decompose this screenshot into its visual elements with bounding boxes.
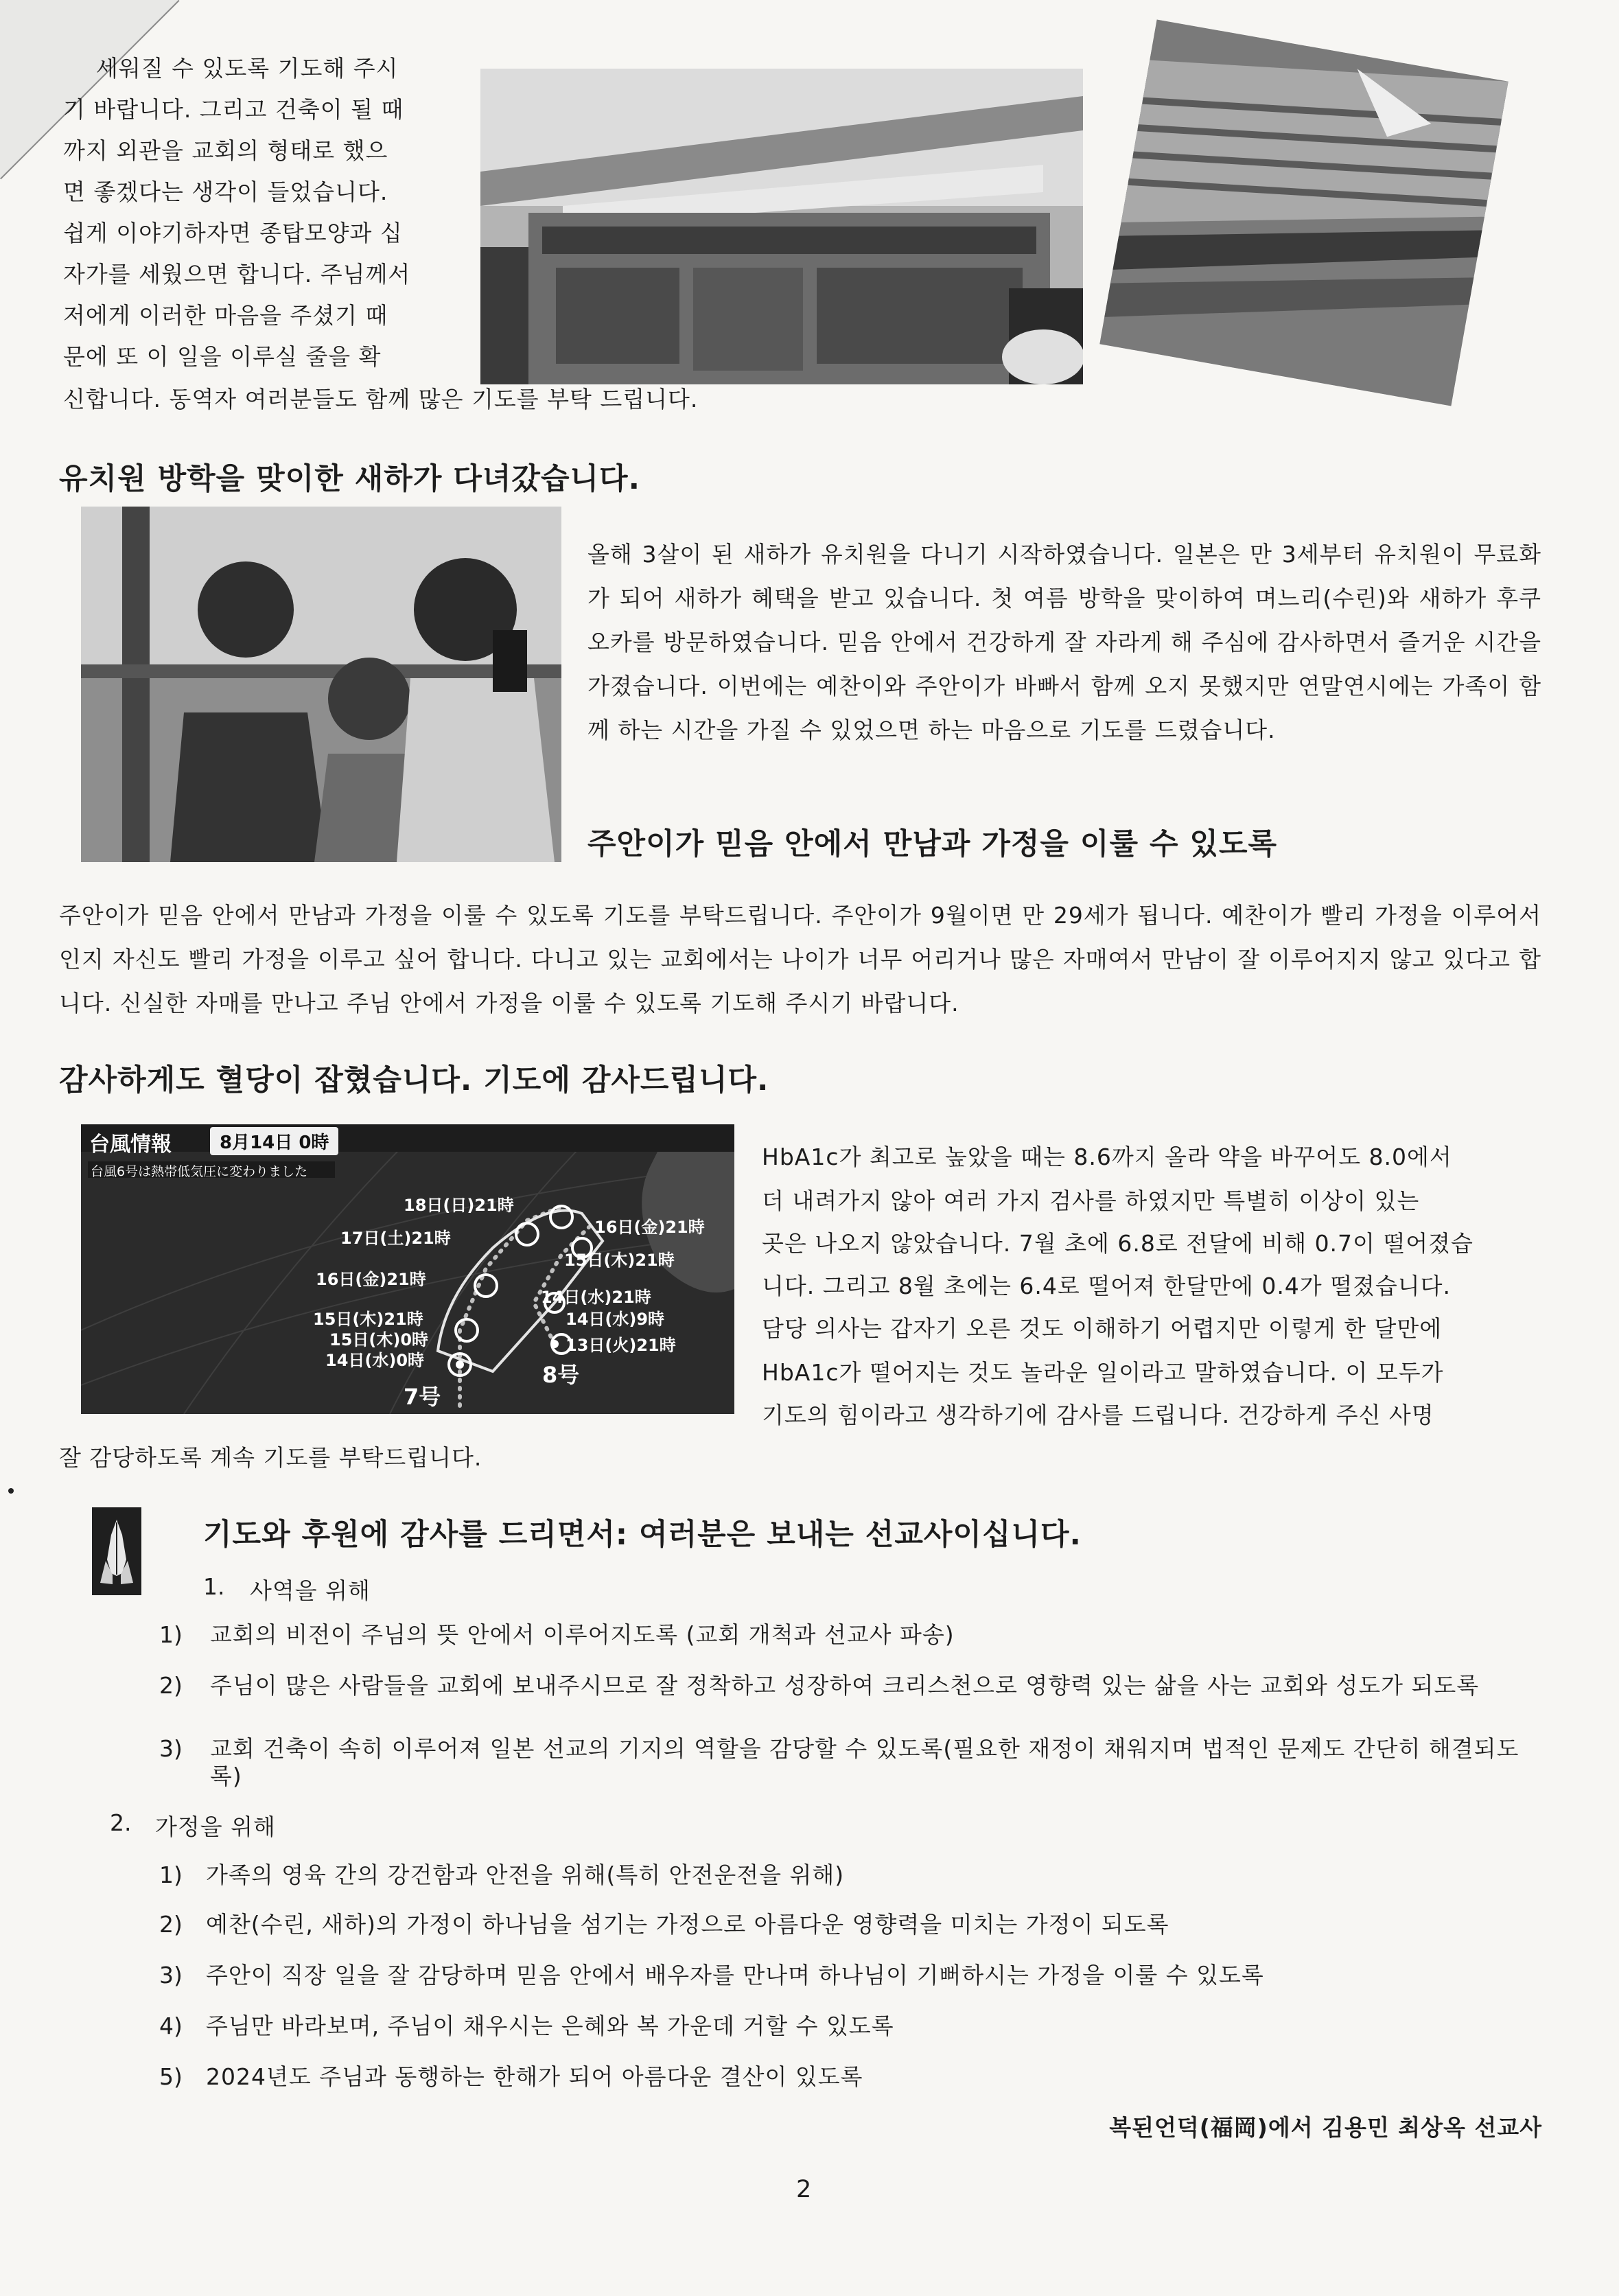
signature: 복된언덕(福岡)에서 김용민 최상옥 선교사 (1109, 2114, 1542, 2141)
roof-photo (1099, 19, 1508, 406)
item-number: 4) (159, 2013, 183, 2039)
typhoon8-label: 16日(金)21時 (594, 1218, 705, 1237)
typhoon8-label: 13日(火)21時 (566, 1336, 676, 1355)
typhoon-notice: 台風6号は熱帯低気圧に変わりました (91, 1164, 308, 1179)
typhoon7-label: 16日(金)21時 (316, 1270, 426, 1289)
bloodsugar-line: 담당 의사는 갑자기 오른 것도 이해하기 어렵지만 이렇게 한 달만에 (762, 1315, 1443, 1342)
typhoon8-label: 14日(水)21時 (541, 1288, 651, 1307)
bloodsugar-line: HbA1c가 떨어지는 것도 놀라운 일이라고 말하였습니다. 이 모두가 (762, 1359, 1444, 1386)
intro-line: 자가를 세웠으면 합니다. 주님께서 (63, 261, 411, 288)
item-number: 2) (159, 1672, 183, 1699)
typhoon8-label: 14日(水)9時 (566, 1310, 665, 1329)
group-title-ministry: 사역을 위해 (250, 1577, 371, 1604)
item-number: 1) (159, 1621, 183, 1648)
praying-hands-icon (92, 1507, 141, 1595)
section-heading-bloodsugar: 감사하게도 혈당이 잡혔습니다. 기도에 감사드립니다. (59, 1063, 769, 1098)
section-juan-body: 주안이가 믿음 안에서 만남과 가정을 이룰 수 있도록 기도를 부탁드립니다. 주안이가 9월이면 만 29세가 됩니다. 예찬이가 빨리 가정을 이루어서인지 자신도 빨리 가정을 이루고 싶어 합니다. 다니고 있는 교회에서는 나이가 너무 어리거나 많은 자매여서 만남이 잘 이루어지지 않고 있다고 합니다. 신실한 자매를 만나고 주님 안에서 가정을 이룰 수 있도록 기도해 주시기 바랍니다. (59, 902, 1541, 1017)
group-title-family: 가정을 위해 (155, 1813, 276, 1840)
typhoon-title: 台風情報 (89, 1133, 172, 1157)
item-number: 5) (159, 2063, 183, 2090)
typhoon8-label: 15日(木)21時 (564, 1251, 675, 1270)
intro-line: 신합니다. 동역자 여러분들도 함께 많은 기도를 부탁 드립니다. (63, 386, 699, 413)
bloodsugar-line: 곳은 나오지 않았습니다. 7월 초에 6.8로 전달에 비해 0.7이 떨어졌습 (762, 1230, 1474, 1257)
section-heading-kindergarten: 유치원 방학을 맞이한 새하가 다녀갔습니다. (59, 462, 640, 496)
intro-line: 문에 또 이 일을 이루실 줄을 확 (63, 343, 382, 370)
intro-line: 면 좋겠다는 생각이 들었습니다. (63, 178, 388, 205)
bloodsugar-line: HbA1c가 최고로 높았을 때는 8.6까지 올라 약을 바꾸어도 8.0에서 (762, 1144, 1452, 1170)
typhoon7-label: 18日(日)21時 (404, 1196, 514, 1215)
prayer-heading: 기도와 후원에 감사를 드리면서: 여러분은 보내는 선교사이십니다. (203, 1518, 1082, 1552)
item-number: 2) (159, 1911, 183, 1938)
intro-line: 쉽게 이야기하자면 종탑모양과 십 (63, 220, 403, 246)
bloodsugar-line: 더 내려가지 않아 여러 가지 검사를 하였지만 특별히 이상이 있는 (762, 1187, 1420, 1214)
intro-line: 세워질 수 있도록 기도해 주시 (96, 55, 399, 82)
prayer-item: 2024년도 주님과 동행하는 한해가 되어 아름다운 결산이 있도록 (206, 2063, 863, 2090)
prayer-item: 예찬(수린, 새하)의 가정이 하나님을 섬기는 가정으로 아름다운 영향력을 미치는 가정이 되도록 (206, 1911, 1169, 1938)
typhoon7-label: 15日(木)0時 (329, 1330, 429, 1349)
prayer-item: 가족의 영육 간의 강건함과 안전을 위해(특히 안전운전을 위해) (206, 1862, 845, 1888)
typhoon7-label: 15日(木)21時 (313, 1310, 423, 1329)
section-kindergarten-body: 올해 3살이 된 새하가 유치원을 다니기 시작하였습니다. 일본은 만 3세부터 유치원이 무료화가 되어 새하가 혜택을 받고 있습니다. 첫 여름 방학을 맞이하여 며느리(수린)와 새하가 후쿠오카를 방문하였습니다. 믿음 안에서 건강하게 잘 자라게 해 주심에 감사하면서 즐거운 시간을 가졌습니다. 이번에는 예찬이와 주안이가 바빠서 함께 오지 못했지만 연말연시에는 가족이 함께 하는 시간을 가질 수 있었으면 하는 마음으로 기도를 드렸습니다. (587, 541, 1541, 743)
typhoon-date: 8月14日 0時 (210, 1127, 338, 1155)
building-photo (480, 69, 1083, 384)
bloodsugar-line: 잘 감당하도록 계속 기도를 부탁드립니다. (59, 1444, 482, 1471)
typhoon7-label: 17日(土)21時 (340, 1229, 451, 1248)
intro-line: 기 바랍니다. 그리고 건축이 될 때 (63, 96, 404, 123)
group-number: 1. (203, 1573, 225, 1600)
intro-line: 저에게 이러한 마음을 주셨기 때 (63, 302, 388, 329)
bloodsugar-line: 니다. 그리고 8월 초에는 6.4로 떨어져 한달만에 0.4가 떨졌습니다. (762, 1273, 1452, 1299)
page-number: 2 (796, 2176, 812, 2203)
item-number: 1) (159, 1862, 183, 1888)
prayer-item: 교회의 비전이 주님의 뜻 안에서 이루어지도록 (교회 개척과 선교사 파송) (210, 1621, 955, 1648)
family-photo (81, 507, 561, 862)
intro-line: 까지 외관을 교회의 형태로 했으 (63, 137, 388, 164)
typhoon7-label: 14日(水)0時 (325, 1351, 425, 1370)
prayer-item: 주님이 많은 사람들을 교회에 보내주시므로 잘 정착하고 성장하여 크리스천으로 영향력 있는 삶을 사는 교회와 성도가 되도록 (210, 1672, 1480, 1699)
prayer-item: 주안이 직장 일을 잘 감당하며 믿음 안에서 배우자를 만나며 하나님이 기뻐하시는 가정을 이룰 수 있도록 (206, 1962, 1264, 1988)
prayer-item: 교회 건축이 속히 이루어져 일본 선교의 기지의 역할을 감당할 수 있도록(필요한 재정이 채워지며 법적인 문제도 간단히 해결되도록) (210, 1735, 1519, 1789)
prayer-item: 주님만 바라보며, 주님이 채우시는 은혜와 복 가운데 거할 수 있도록 (206, 2013, 894, 2039)
group-number: 2. (110, 1809, 132, 1836)
typhoon8-number: 8号 (542, 1362, 580, 1388)
bloodsugar-line: 기도의 힘이라고 생각하기에 감사를 드립니다. 건강하게 주신 사명 (762, 1402, 1434, 1428)
section-heading-juan: 주안이가 믿음 안에서 만남과 가정을 이룰 수 있도록 (587, 827, 1278, 861)
typhoon-map (81, 1124, 734, 1414)
item-number: 3) (159, 1962, 183, 1988)
item-number: 3) (159, 1735, 183, 1762)
stray-dot (8, 1488, 14, 1494)
typhoon7-number: 7号 (404, 1384, 441, 1410)
